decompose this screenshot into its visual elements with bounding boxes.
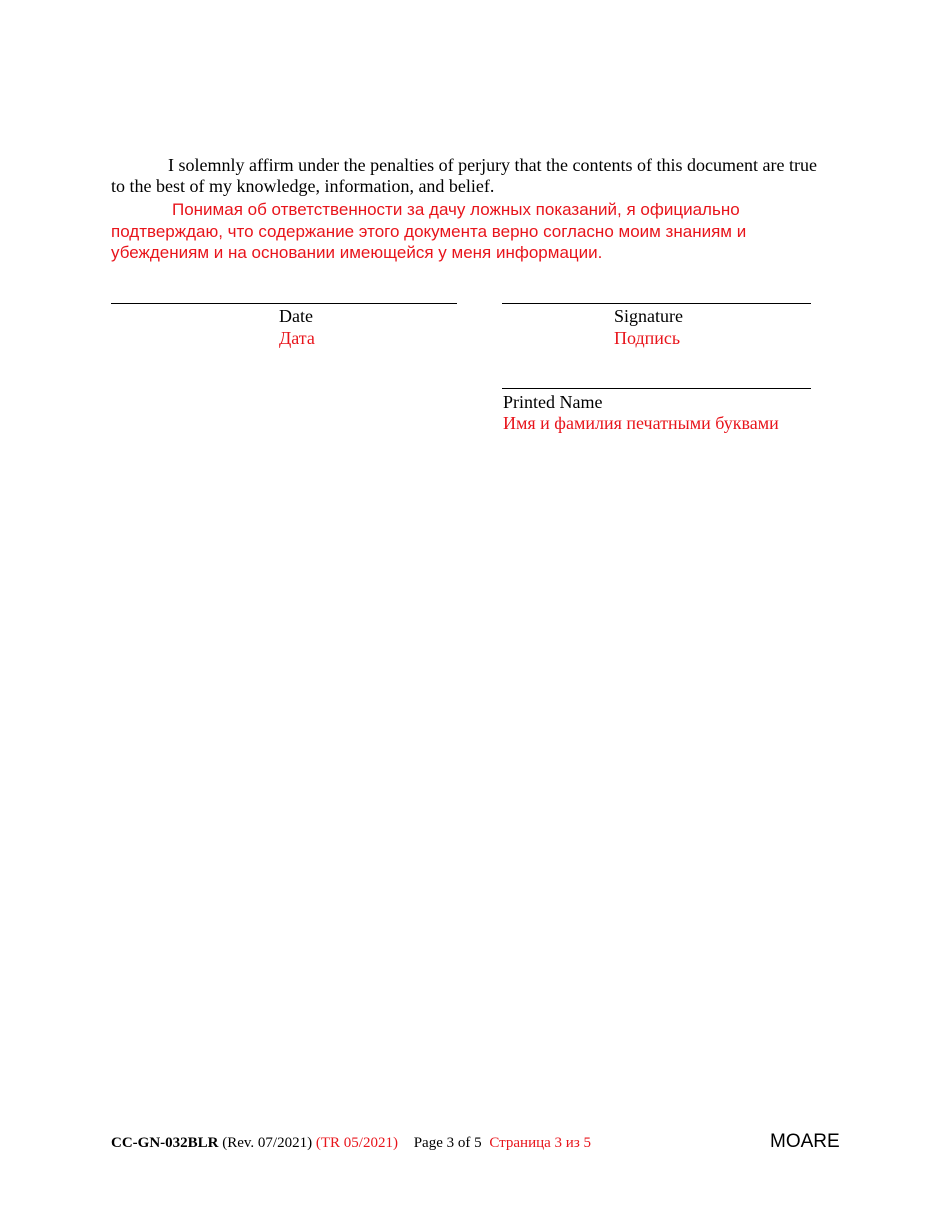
date-label-ru: Дата: [279, 328, 315, 348]
signature-line[interactable]: [502, 303, 811, 304]
form-id: CC-GN-032BLR: [111, 1135, 219, 1151]
printed-name-label-ru: Имя и фамилия печатными буквами: [503, 413, 779, 433]
office-code: MOARE: [770, 1131, 840, 1152]
date-label-en: Date: [279, 306, 313, 326]
translation-revision: (TR 05/2021): [315, 1135, 398, 1151]
form-revision: (Rev. 07/2021): [222, 1135, 313, 1151]
page-number-ru: Страница 3 из 5: [489, 1135, 591, 1151]
signature-label-ru: Подпись: [614, 328, 681, 348]
affirmation-russian: Понимая об ответственности за дачу ложных показаний, я официально подтверждаю, что содержание этого документа верно согласно моим знаниям и убеждениям и на основании имеющейся у меня информации.: [111, 200, 747, 262]
affirmation-english: I solemnly affirm under the penalties of perjury that the contents of this document are true to the best of my knowledge, information, and belief.: [111, 155, 817, 196]
signature-label-en: Signature: [614, 306, 683, 326]
printed-name-line[interactable]: [502, 388, 811, 389]
printed-name-label-en: Printed Name: [503, 392, 603, 412]
page-number-en: Page 3 of 5: [413, 1135, 482, 1151]
page-footer: [111, 1134, 591, 1152]
date-line[interactable]: [111, 303, 457, 304]
